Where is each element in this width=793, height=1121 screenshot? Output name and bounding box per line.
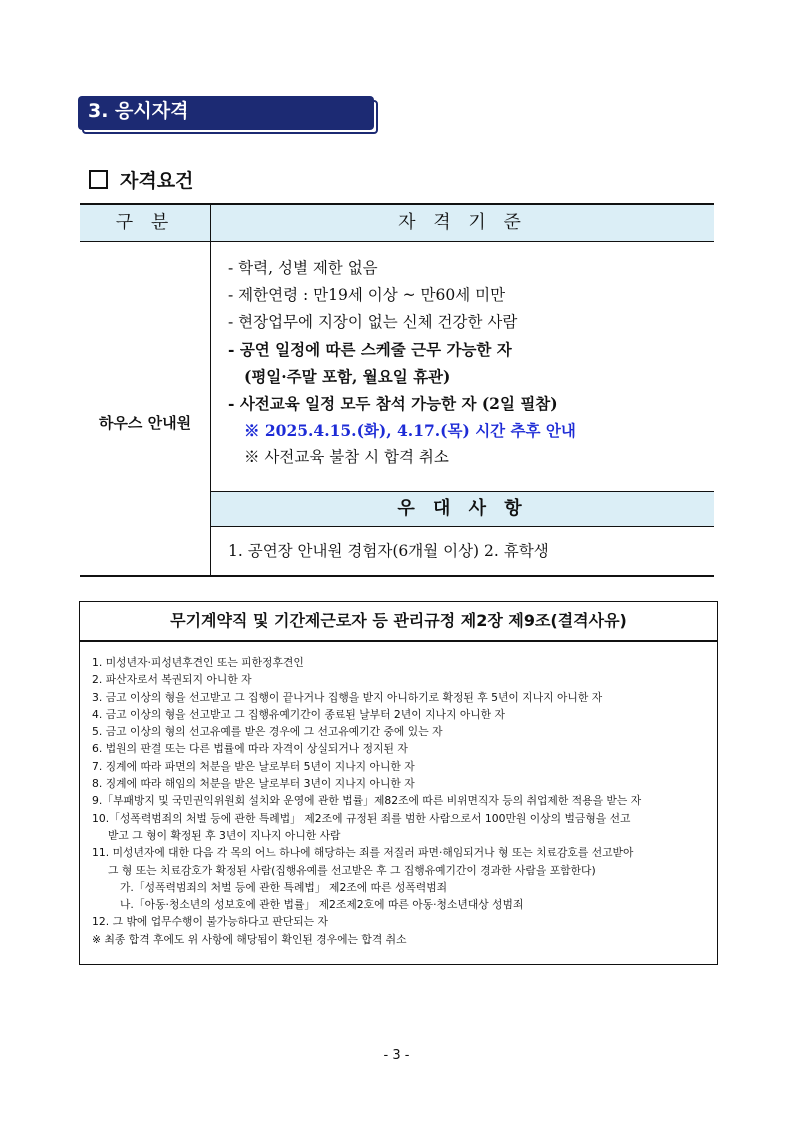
header-category: 구 분 <box>80 205 211 242</box>
list-item: 3. 금고 이상의 형을 선고받고 그 집행이 끝나거나 집행을 받지 아니하기로 확정된 후 5년이 지나지 아니한 자 <box>92 690 603 704</box>
subheading-title: 자격요건 <box>120 170 194 192</box>
checkbox-square-icon <box>89 170 108 189</box>
list-item: 12. 그 밖에 업무수행이 불가능하다고 판단되는 자 <box>92 915 328 929</box>
qualification-table <box>80 203 714 577</box>
preference-header: 우 대 사 항 <box>211 491 714 527</box>
list-item: 2. 파산자로서 복권되지 아니한 자 <box>92 673 252 687</box>
criteria-note: ※ 2025.4.15.(화), 4.17.(목) 시간 추후 안내 <box>244 421 576 440</box>
section-header <box>78 96 374 130</box>
list-item: 가.「성폭력범죄의 처벌 등에 관한 특례법」 제2조에 따른 성폭력범죄 <box>120 880 448 894</box>
header-criteria: 자 격 기 준 <box>211 205 714 242</box>
list-item: 1. 미성년자·피성년후견인 또는 피한정후견인 <box>92 656 304 669</box>
section-title: 3. 응시자격 <box>78 96 374 130</box>
category-label: 하우스 안내원 <box>98 414 192 432</box>
criteria-item: - 사전교육 일정 모두 참석 가능한 자 (2일 필참) <box>228 394 558 413</box>
preference-items: 1. 공연장 안내원 경험자(6개월 이상) 2. 휴학생 <box>228 542 549 560</box>
criteria-item: - 학력, 성별 제한 없음 <box>228 259 378 277</box>
list-item: 그 형 또는 치료감호가 확정된 사람(집행유예를 선고받은 후 그 집행유예기간이 경과한 사람을 포함한다) <box>108 863 596 877</box>
disqualification-list <box>92 654 709 948</box>
list-item: 10.「성폭력범죄의 처벌 등에 관한 특례법」 제2조에 규정된 죄를 범한 사람으로서 100만원 이상의 벌금형을 선고 <box>92 811 631 825</box>
criteria-item: (평일·주말 포함, 월요일 휴관) <box>244 367 451 386</box>
list-item: 11. 미성년자에 대한 다음 각 목의 어느 하나에 해당하는 죄를 저질러 파면·해임되거나 형 또는 치료감호를 선고받아 <box>92 846 634 860</box>
list-note: ※ 최종 합격 후에도 위 사항에 해당됨이 확인된 경우에는 합격 취소 <box>92 932 407 946</box>
list-item: 7. 징계에 따라 파면의 처분을 받은 날로부터 5년이 지나지 아니한 자 <box>92 759 415 773</box>
subheading <box>89 166 193 193</box>
disqualification-title: 무기계약직 및 기간제근로자 등 관리규정 제2장 제9조(결격사유) <box>80 602 717 642</box>
list-item: 5. 금고 이상의 형의 선고유예를 받은 경우에 그 선고유예기간 중에 있는 자 <box>92 725 443 739</box>
page-number: - 3 - <box>383 1048 410 1063</box>
criteria-item: - 현장업무에 지장이 없는 신체 건강한 사람 <box>228 313 518 331</box>
list-item: 4. 금고 이상의 형을 선고받고 그 집행유예기간이 종료된 날부터 2년이 지나지 아니한 자 <box>92 707 505 721</box>
list-item: 나.「아동·청소년의 성보호에 관한 법률」 제2조제2호에 따른 아동·청소년대상 성범죄 <box>120 898 524 912</box>
criteria-list <box>228 255 704 471</box>
criteria-item: - 제한연령 : 만19세 이상 ~ 만60세 미만 <box>228 286 506 304</box>
list-item: 6. 법원의 판결 또는 다른 법률에 따라 자격이 상실되거나 정지된 자 <box>92 742 408 756</box>
category-cell <box>80 242 211 575</box>
list-item: 9.「부패방지 및 국민권익위원회 설치와 운영에 관한 법률」제82조에 따른 비위면직자 등의 취업제한 적용을 받는 자 <box>92 794 642 808</box>
list-item: 8. 징계에 따라 해임의 처분을 받은 날로부터 3년이 지나지 아니한 자 <box>92 777 415 791</box>
table-bottom-rule <box>80 575 714 577</box>
criteria-note: ※ 사전교육 불참 시 합격 취소 <box>244 448 449 466</box>
criteria-item: - 공연 일정에 따른 스케줄 근무 가능한 자 <box>228 340 512 359</box>
list-item: 받고 그 형이 확정된 후 3년이 지나지 아니한 사람 <box>108 828 341 842</box>
disqualification-box <box>79 601 718 965</box>
